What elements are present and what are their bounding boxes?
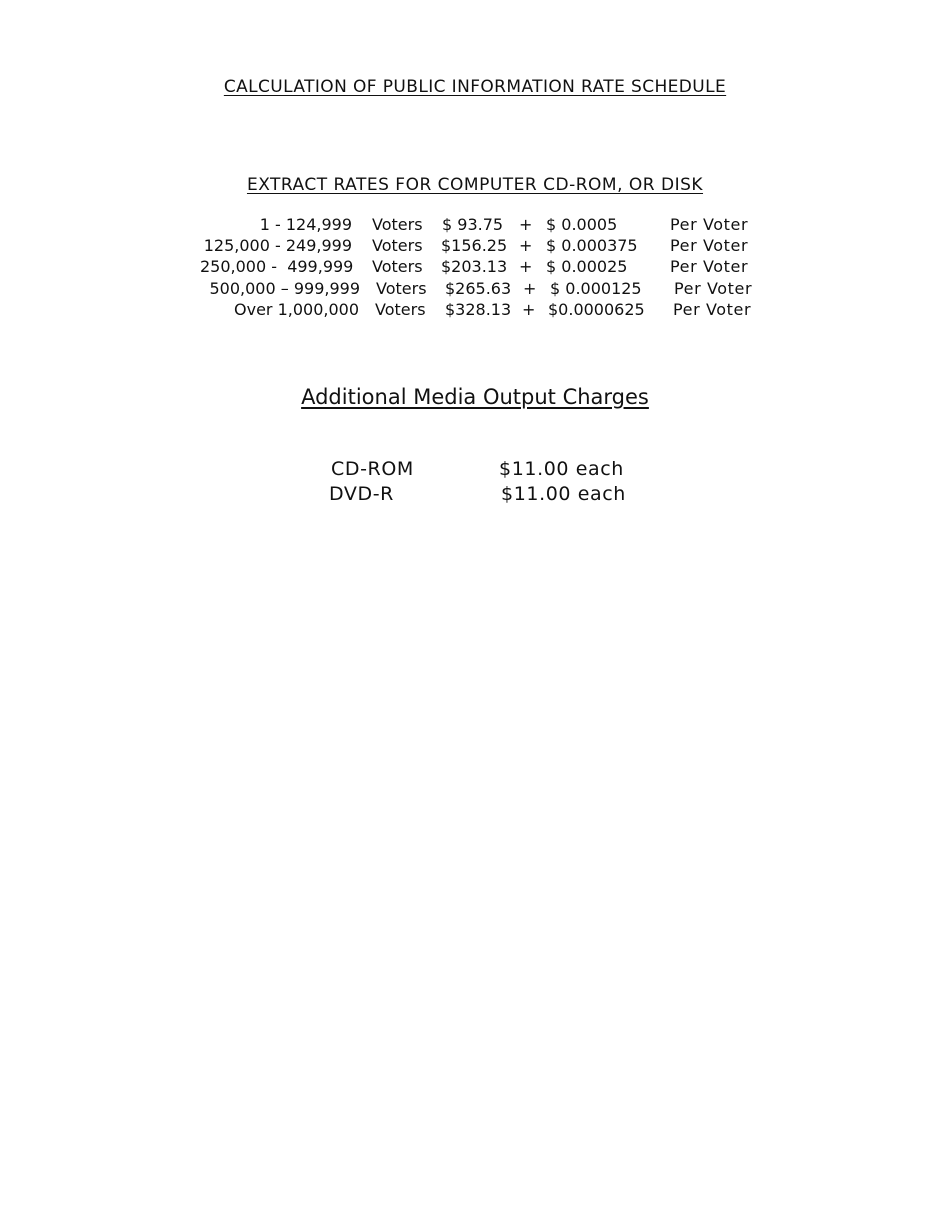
voters-label: Voters xyxy=(372,236,423,255)
plus-sign: + xyxy=(519,257,533,276)
per-voter-rate: $0.0000625 xyxy=(548,300,645,319)
voters-label: Voters xyxy=(372,257,423,276)
base-fee: $ 93.75 xyxy=(442,215,504,234)
rate-row xyxy=(0,236,950,258)
per-voter-label: Per Voter xyxy=(674,279,753,298)
rate-row xyxy=(0,257,950,279)
per-voter-label: Per Voter xyxy=(673,300,752,319)
media-item xyxy=(0,483,950,509)
voters-label: Voters xyxy=(376,279,427,298)
voter-range: Over 1,000,000 xyxy=(234,300,359,319)
plus-sign: + xyxy=(519,215,533,234)
media-price: $11.00 each xyxy=(499,458,624,480)
voter-range: 1 - 124,999 xyxy=(259,215,352,234)
plus-sign: + xyxy=(522,300,536,319)
voters-label: Voters xyxy=(375,300,426,319)
rate-row xyxy=(0,215,950,237)
per-voter-label: Per Voter xyxy=(670,215,749,234)
extract-rates-heading: EXTRACT RATES FOR COMPUTER CD-ROM, OR DISK xyxy=(246,175,704,195)
voters-label: Voters xyxy=(372,215,423,234)
media-type: DVD-R xyxy=(329,483,394,505)
voter-range: 500,000 – 999,999 xyxy=(209,279,360,298)
base-fee: $265.63 xyxy=(445,279,512,298)
base-fee: $328.13 xyxy=(445,300,512,319)
per-voter-rate: $ 0.0005 xyxy=(546,215,618,234)
voter-range: 125,000 - 249,999 xyxy=(203,236,352,255)
media-charges-heading: Additional Media Output Charges xyxy=(301,385,649,409)
rate-row xyxy=(0,300,950,322)
per-voter-rate: $ 0.000125 xyxy=(550,279,642,298)
per-voter-rate: $ 0.000375 xyxy=(546,236,638,255)
voter-range: 250,000 - 499,999 xyxy=(200,257,354,276)
plus-sign: + xyxy=(523,279,537,298)
base-fee: $203.13 xyxy=(441,257,508,276)
media-item xyxy=(0,458,950,484)
per-voter-label: Per Voter xyxy=(670,236,749,255)
per-voter-rate: $ 0.00025 xyxy=(546,257,628,276)
document-title: CALCULATION OF PUBLIC INFORMATION RATE SCHEDULE xyxy=(223,77,727,97)
base-fee: $156.25 xyxy=(441,236,508,255)
media-price: $11.00 each xyxy=(501,483,626,505)
per-voter-label: Per Voter xyxy=(670,257,749,276)
rate-row xyxy=(0,279,950,301)
plus-sign: + xyxy=(519,236,533,255)
media-type: CD-ROM xyxy=(331,458,414,480)
